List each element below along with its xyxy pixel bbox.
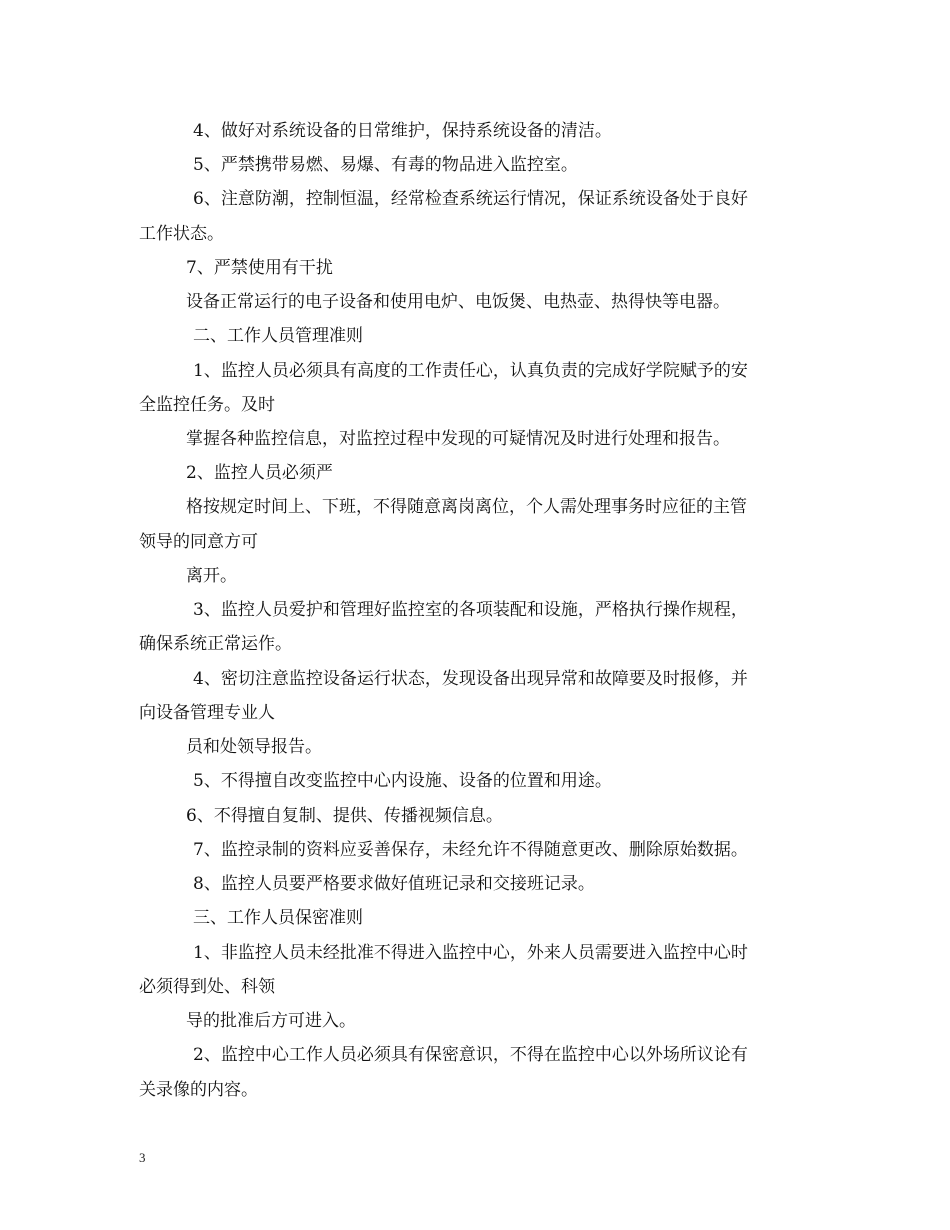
text-line: 向设备管理专业人 bbox=[139, 703, 275, 723]
text-line: 格按规定时间上、下班，不得随意离岗离位，个人需处理事务时应征的主管 bbox=[186, 497, 747, 517]
section-heading: 三、工作人员保密准则 bbox=[193, 908, 363, 928]
text-line: 设备正常运行的电子设备和使用电炉、电饭煲、电热壶、热得快等电器。 bbox=[186, 292, 730, 312]
section-heading: 二、工作人员管理准则 bbox=[193, 326, 363, 346]
text-line: 3、监控人员爱护和管理好监控室的各项装配和设施，严格执行操作规程， bbox=[193, 600, 748, 620]
text-line: 掌握各种监控信息，对监控过程中发现的可疑情况及时进行处理和报告。 bbox=[186, 429, 730, 449]
text-line: 7、严禁使用有干扰 bbox=[186, 258, 333, 278]
page-number: 3 bbox=[139, 1150, 146, 1165]
text-line: 必须得到处、科领 bbox=[139, 977, 275, 997]
text-line: 关录像的内容。 bbox=[139, 1080, 258, 1100]
text-line: 领导的同意方可 bbox=[139, 532, 258, 552]
text-line: 2、监控中心工作人员必须具有保密意识，不得在监控中心以外场所议论有 bbox=[193, 1045, 748, 1065]
text-line: 员和处领导报告。 bbox=[186, 737, 322, 757]
text-line: 离开。 bbox=[186, 566, 237, 586]
text-line: 8、监控人员要严格要求做好值班记录和交接班记录。 bbox=[193, 874, 595, 894]
text-line: 1、监控人员必须具有高度的工作责任心，认真负责的完成好学院赋予的安 bbox=[193, 361, 748, 381]
text-line: 7、监控录制的资料应妥善保存，未经允许不得随意更改、删除原始数据。 bbox=[193, 840, 748, 860]
text-line: 6、不得擅自复制、提供、传播视频信息。 bbox=[186, 806, 503, 826]
text-line: 1、非监控人员未经批准不得进入监控中心，外来人员需要进入监控中心时 bbox=[193, 943, 748, 963]
text-line: 4、密切注意监控设备运行状态，发现设备出现异常和故障要及时报修，并 bbox=[193, 669, 748, 689]
text-line: 全监控任务。及时 bbox=[139, 395, 275, 415]
text-line: 5、严禁携带易燃、易爆、有毒的物品进入监控室。 bbox=[193, 155, 578, 175]
text-line: 导的批准后方可进入。 bbox=[186, 1011, 356, 1031]
text-line: 4、做好对系统设备的日常维护，保持系统设备的清洁。 bbox=[193, 121, 612, 141]
text-line: 6、注意防潮，控制恒温，经常检查系统运行情况，保证系统设备处于良好 bbox=[193, 189, 748, 209]
text-line: 2、监控人员必须严 bbox=[186, 463, 333, 483]
text-line: 工作状态。 bbox=[139, 224, 224, 244]
text-line: 5、不得擅自改变监控中心内设施、设备的位置和用途。 bbox=[193, 771, 612, 791]
text-line: 确保系统正常运作。 bbox=[139, 634, 292, 654]
